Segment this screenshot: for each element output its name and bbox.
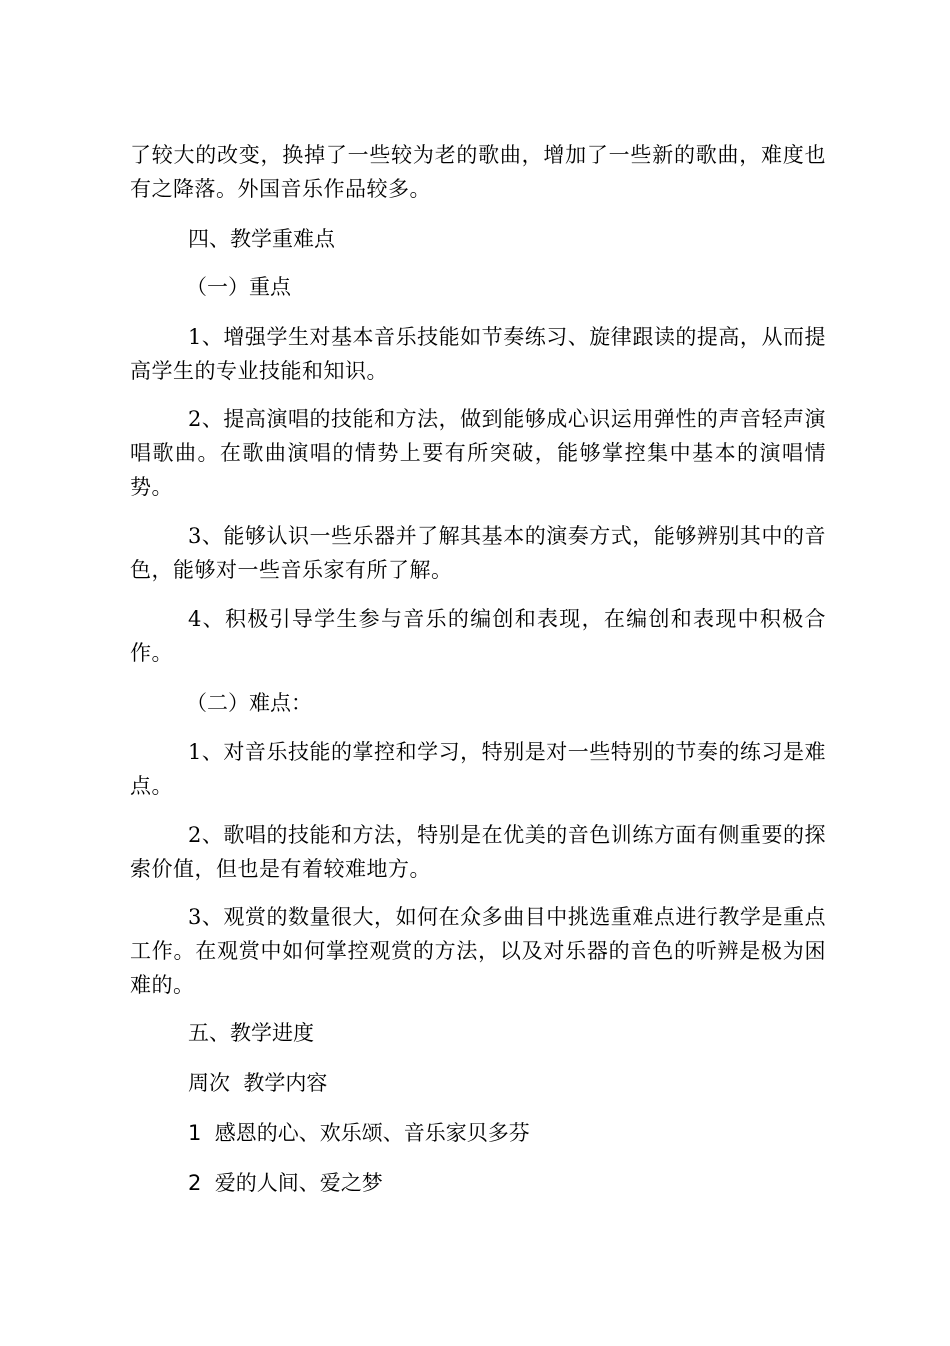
- key-point-item: 2、提高演唱的技能和方法，做到能够成心识运用弹性的声音轻声演唱歌曲。在歌曲演唱的情势上要有所突破，能够掌控集中基本的演唱情势。: [130, 407, 826, 499]
- difficulty-item: 3、观赏的数量很大，如何在众多曲目中挑选重难点进行教学是重点工作。在观赏中如何掌控观赏的方法，以及对乐器的音色的听辨是极为困难的。: [130, 905, 826, 997]
- schedule-row: 1 感恩的心、欢乐颂、音乐家贝多芬: [188, 1121, 530, 1145]
- key-point-item: 4、积极引导学生参与音乐的编创和表现，在编创和表现中积极合作。: [130, 607, 826, 665]
- difficulty-item: 1、对音乐技能的掌控和学习，特别是对一些特别的节奏的练习是难点。: [130, 740, 826, 798]
- key-point-item: 1、增强学生对基本音乐技能如节奏练习、旋律跟读的提高，从而提高学生的专业技能和知识。: [130, 325, 826, 383]
- section-five-title: 五、教学进度: [188, 1021, 314, 1045]
- key-point-item: 3、能够认识一些乐器并了解其基本的演奏方式，能够辨别其中的音色，能够对一些音乐家有所了解。: [130, 524, 826, 582]
- schedule-header: 周次 教学内容: [188, 1071, 328, 1095]
- difficulty-item: 2、歌唱的技能和方法，特别是在优美的音色训练方面有侧重要的探索价值，但也是有着较难地方。: [130, 823, 826, 881]
- difficulties-title: （二）难点：: [186, 691, 312, 715]
- section-four-title: 四、教学重难点: [188, 227, 335, 251]
- key-points-title: （一）重点: [186, 275, 291, 299]
- intro-paragraph: 了较大的改变，换掉了一些较为老的歌曲，增加了一些新的歌曲，难度也有之降落。外国音乐作品较多。: [130, 143, 826, 201]
- schedule-row: 2 爱的人间、爱之梦: [188, 1171, 383, 1195]
